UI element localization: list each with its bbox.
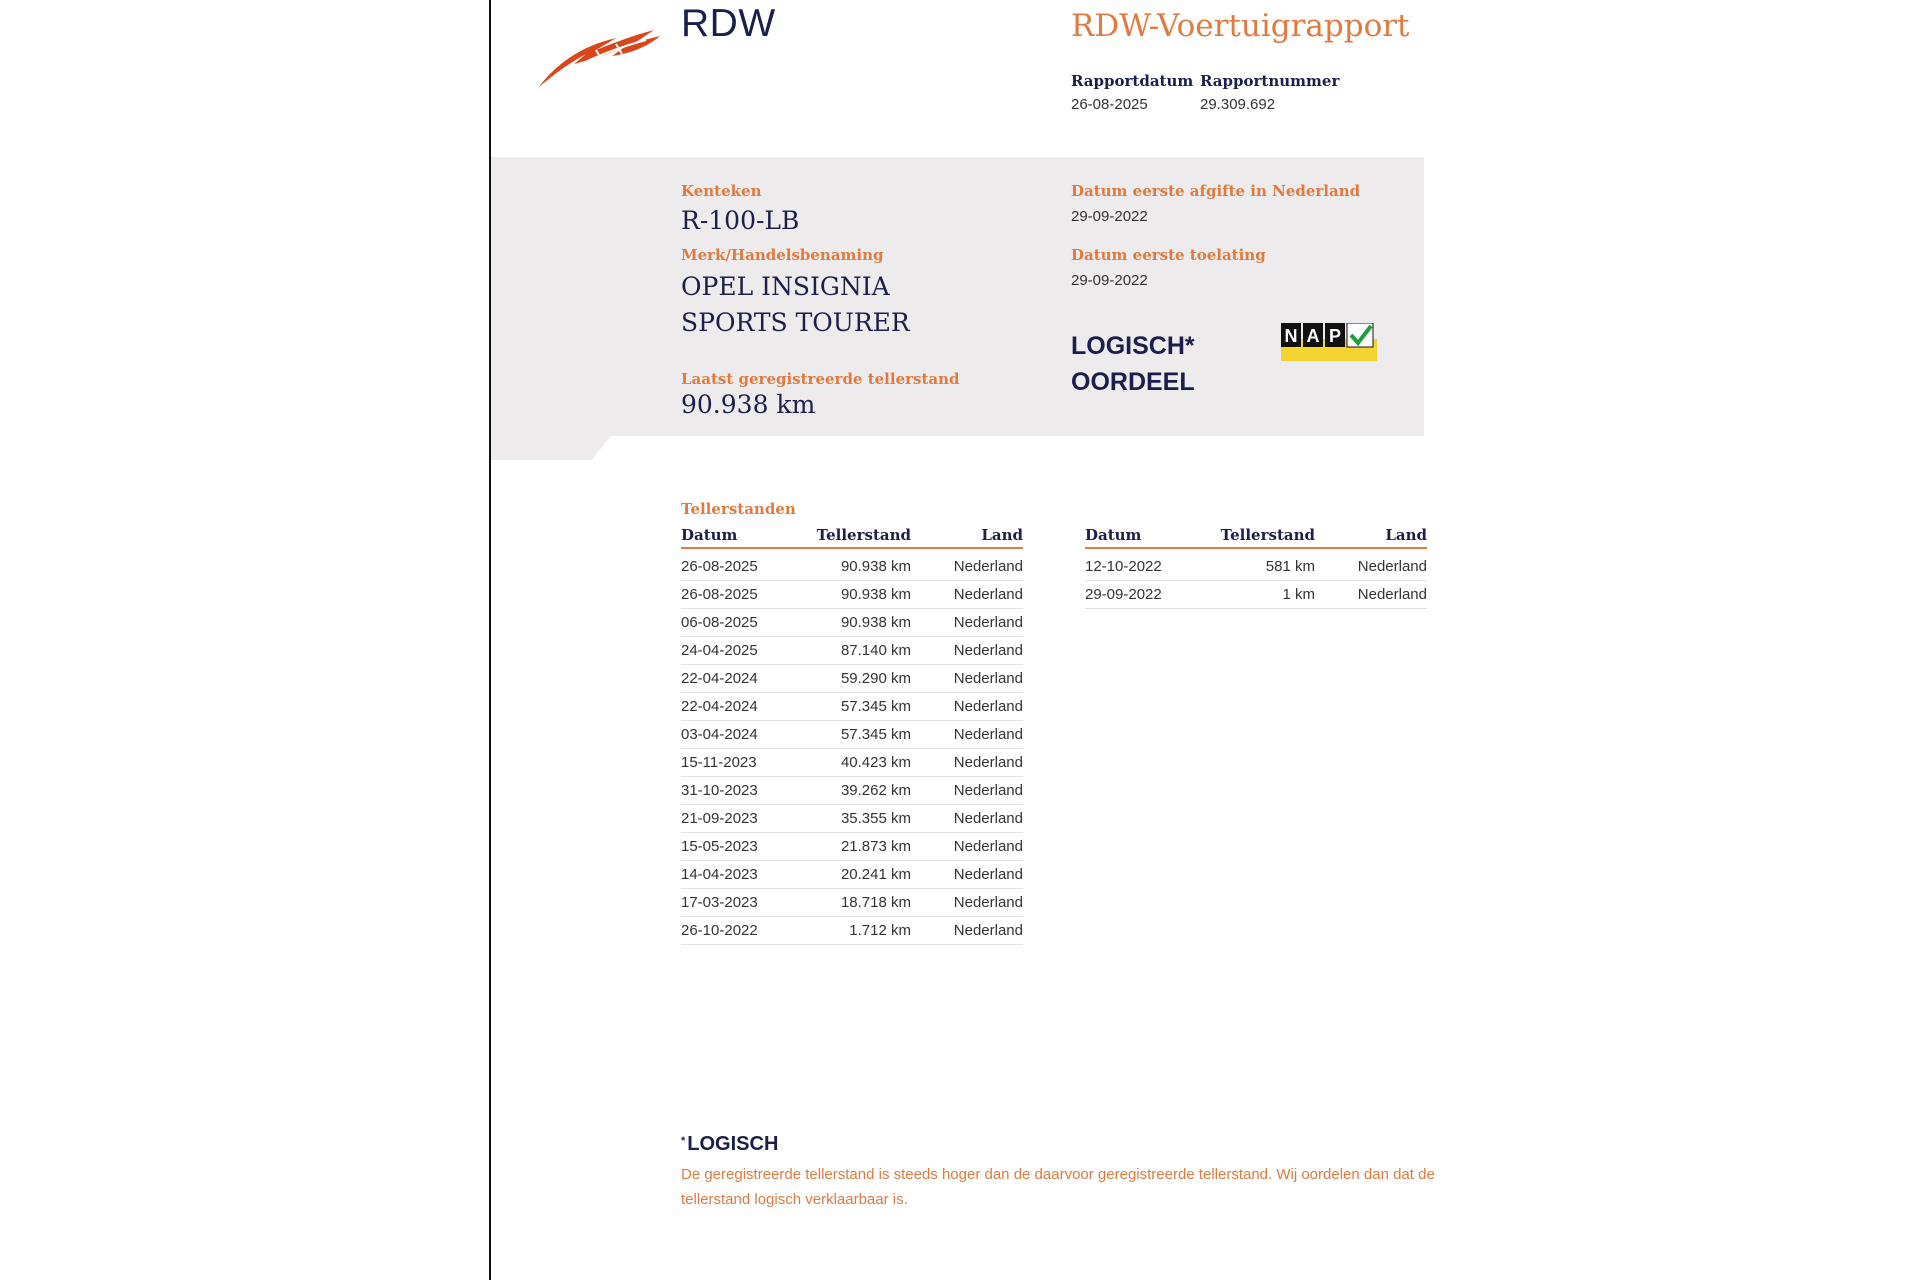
odometer-label: Laatst geregistreerde tellerstand (681, 370, 960, 388)
reading-date: 22-04-2024 (681, 693, 791, 721)
reading-country: Nederland (911, 861, 1023, 889)
reading-country: Nederland (1315, 548, 1427, 581)
reading-date: 06-08-2025 (681, 609, 791, 637)
reading-date: 14-04-2023 (681, 861, 791, 889)
first-issue-date: 29-09-2022 (1071, 208, 1148, 225)
column-header-country: Land (911, 525, 1023, 548)
nap-letter-a: A (1306, 326, 1320, 346)
report-date-label: Rapportdatum (1071, 72, 1194, 90)
nap-letter-p: P (1328, 326, 1342, 346)
table-row (1085, 581, 1427, 609)
reading-odometer: 90.938 km (791, 548, 911, 581)
reading-odometer: 1 km (1195, 581, 1315, 609)
last-odometer: 90.938 km (681, 390, 816, 419)
table-header-row (1085, 525, 1427, 548)
reading-country: Nederland (911, 637, 1023, 665)
reading-date: 24-04-2025 (681, 637, 791, 665)
reading-country: Nederland (911, 805, 1023, 833)
reading-country: Nederland (911, 609, 1023, 637)
reading-odometer: 18.718 km (791, 889, 911, 917)
reading-odometer: 90.938 km (791, 581, 911, 609)
brand-label: Merk/Handelsbenaming (681, 246, 884, 264)
reading-date: 26-08-2025 (681, 548, 791, 581)
footnote-title-text: LOGISCH (687, 1133, 779, 1155)
reading-odometer: 87.140 km (791, 637, 911, 665)
footnote-marker: * (681, 1135, 686, 1147)
verdict-line-1: LOGISCH* (1071, 332, 1195, 360)
reading-odometer: 39.262 km (791, 777, 911, 805)
footnote-text: De geregistreerde tellerstand is steeds hoger dan de daarvoor geregistreerde tellerstand. Wij oordelen dan dat de tellerstand logisch verklaarbaar is. (681, 1166, 1435, 1208)
readings-table-right (1085, 525, 1427, 609)
reading-odometer: 581 km (1195, 548, 1315, 581)
reading-odometer: 21.873 km (791, 833, 911, 861)
reading-date: 29-09-2022 (1085, 581, 1195, 609)
nap-check-icon (1281, 323, 1377, 361)
table-row (681, 548, 1023, 581)
reading-date: 26-10-2022 (681, 917, 791, 945)
reading-country: Nederland (911, 889, 1023, 917)
brand-line-1: OPEL INSIGNIA (681, 272, 890, 301)
report-number-label: Rapportnummer (1200, 72, 1340, 90)
reading-country: Nederland (1315, 581, 1427, 609)
reading-date: 31-10-2023 (681, 777, 791, 805)
reading-date: 15-05-2023 (681, 833, 791, 861)
reading-country: Nederland (911, 777, 1023, 805)
reading-country: Nederland (911, 581, 1023, 609)
panel-tab-decoration (491, 436, 611, 460)
table-row (681, 861, 1023, 889)
verdict-line-2: OORDEEL (1071, 368, 1195, 396)
reading-date: 12-10-2022 (1085, 548, 1195, 581)
reading-odometer: 57.345 km (791, 721, 911, 749)
reading-date: 21-09-2023 (681, 805, 791, 833)
table-row (681, 833, 1023, 861)
table-row (681, 581, 1023, 609)
reading-odometer: 57.345 km (791, 693, 911, 721)
reading-odometer: 20.241 km (791, 861, 911, 889)
reading-country: Nederland (911, 548, 1023, 581)
table-row (681, 721, 1023, 749)
reading-country: Nederland (911, 665, 1023, 693)
reading-country: Nederland (911, 917, 1023, 945)
verdict (1071, 328, 1195, 400)
column-header-date: Datum (681, 525, 791, 548)
reading-country: Nederland (911, 693, 1023, 721)
first-admission-label: Datum eerste toelating (1071, 246, 1266, 264)
license-plate: R-100-LB (681, 206, 800, 235)
reading-date: 03-04-2024 (681, 721, 791, 749)
table-row (681, 805, 1023, 833)
table-row (681, 609, 1023, 637)
reading-odometer: 1.712 km (791, 917, 911, 945)
readings-table-left (681, 525, 1023, 945)
table-row (681, 637, 1023, 665)
table-row (681, 749, 1023, 777)
reading-date: 26-08-2025 (681, 581, 791, 609)
reading-date: 22-04-2024 (681, 665, 791, 693)
brand-name: RDW (681, 2, 776, 45)
reading-odometer: 90.938 km (791, 609, 911, 637)
reading-country: Nederland (911, 721, 1023, 749)
table-row (1085, 548, 1427, 581)
readings-title: Tellerstanden (681, 500, 796, 518)
column-header-date: Datum (1085, 525, 1195, 548)
reading-country: Nederland (911, 833, 1023, 861)
first-admission-date: 29-09-2022 (1071, 272, 1148, 289)
report-date: 26-08-2025 (1071, 96, 1148, 113)
table-row (681, 777, 1023, 805)
table-row (681, 917, 1023, 945)
column-header-odometer: Tellerstand (1195, 525, 1315, 548)
table-row (681, 665, 1023, 693)
footnote-title (681, 1133, 778, 1156)
column-header-odometer: Tellerstand (791, 525, 911, 548)
nap-letter-n: N (1284, 326, 1298, 346)
table-header-row (681, 525, 1023, 548)
table-row (681, 693, 1023, 721)
rdw-logo-icon (536, 24, 662, 90)
table-row (681, 889, 1023, 917)
reading-odometer: 40.423 km (791, 749, 911, 777)
reading-odometer: 59.290 km (791, 665, 911, 693)
report-number: 29.309.692 (1200, 96, 1276, 113)
column-header-country: Land (1315, 525, 1427, 548)
reading-odometer: 35.355 km (791, 805, 911, 833)
plate-label: Kenteken (681, 182, 762, 200)
brand-line-2: SPORTS TOURER (681, 308, 910, 337)
report-title: RDW-Voertuigrapport (1071, 8, 1410, 44)
reading-date: 17-03-2023 (681, 889, 791, 917)
reading-country: Nederland (911, 749, 1023, 777)
reading-date: 15-11-2023 (681, 749, 791, 777)
first-issue-label: Datum eerste afgifte in Nederland (1071, 182, 1361, 200)
